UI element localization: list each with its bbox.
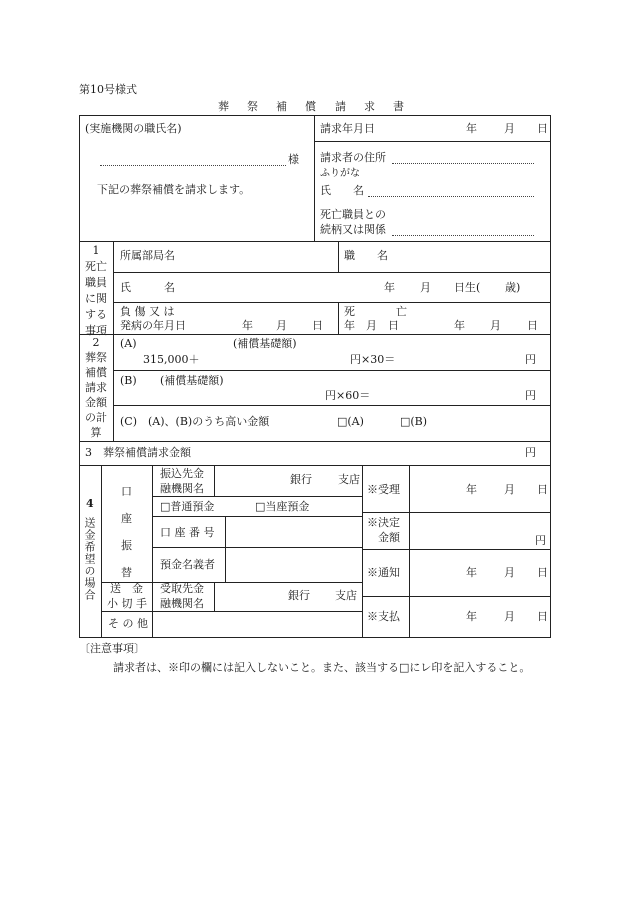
decided-label-2: 金額 <box>378 531 400 544</box>
death-label-2: 亡 <box>396 305 407 318</box>
claimant-name-label: 氏 名 <box>320 184 364 197</box>
form-number: 第10号様式 <box>79 83 137 96</box>
death-label-1: 死 <box>344 305 355 318</box>
receive-branch-text: 支店 <box>335 589 357 602</box>
remit-label-2: 小 切 手 <box>107 597 147 610</box>
request-text: 下記の葬祭補償を請求します。 <box>97 183 251 196</box>
remit-label-1: 送 金 <box>110 582 143 595</box>
branch-text: 支店 <box>338 473 360 486</box>
receive-label-2: 融機関名 <box>160 597 204 610</box>
address-field[interactable] <box>392 163 534 164</box>
notes-text: 請求者は、※印の欄には記入しないこと。また、該当する□にレ印を記入すること。 <box>113 661 531 674</box>
account-holder-label: 預金名義者 <box>160 558 215 571</box>
title-char: 書 <box>393 100 404 113</box>
form-page: 第10号様式 葬 祭 補 償 請 求 書 (実施機関の職氏名) 様 下記の葬祭補償を請求します。 請求年月日 年 月 日 請求者の住所 ふりがな 氏 名 死亡職員との 続柄又は関係 1 死亡 職員 に関 する 事項 所属部局名 職 名 氏 名 年 月 日生( 歳) 負 傷 又 は 発病の年月日 年 月 日 死 亡 年 月 日 年 月 日 2 葬祭 補償 請求 金額 の計 算 (A) (補償基礎額) 315,000＋ 円×30＝ 円 (B) (補償基礎額) 円×60＝ 円 (C) (A)、(B)のうち高い金額 □(A) □(B) 3 葬祭補償請求金額 円 4 送金希望の場合 口 座 振 替 振込先金 融機関名 銀行 支店 □普通預金 □当座預金 口 座 番 号 預金名義者 送 金 小 切 手 受取先金 融機関名 銀行 支店 そ の 他 ※受理 年 月 日 ※決定 金額 円 ※通知 年 月 日 ※支払 年 月 日 〔注意事項〕 請求者は、※印の欄には記入しないこと。また、該当する□にレ印を記入すること。 <box>0 0 630 903</box>
paid-label: ※支払 <box>367 610 400 623</box>
bank-label-1: 振込先金 <box>160 467 204 480</box>
calc-a-label: (A) <box>120 337 137 350</box>
section4-label: 送金希望の場合 <box>83 517 96 601</box>
death-ymd-label: 年 月 日 <box>344 319 399 332</box>
other-label: そ の 他 <box>108 617 148 630</box>
title-char: 請 <box>335 100 346 113</box>
title-char: 求 <box>364 100 375 113</box>
calc-b-formula: 円×60＝ <box>325 389 371 402</box>
receive-bank-text: 銀行 <box>288 589 310 602</box>
received-label: ※受理 <box>367 483 400 496</box>
check-b[interactable]: □(B) <box>400 415 428 428</box>
bank-label-2: 融機関名 <box>160 482 204 495</box>
address-label: 請求者の住所 <box>320 151 386 164</box>
org-label: (実施機関の職氏名) <box>85 122 182 135</box>
relation-label-1: 死亡職員との <box>320 208 386 221</box>
section4-number: 4 <box>86 497 94 510</box>
relation-label-2: 続柄又は関係 <box>320 223 386 236</box>
account-type-ordinary[interactable]: □普通預金 <box>160 500 215 513</box>
title-char: 葬 <box>218 100 229 113</box>
title-char: 祭 <box>247 100 258 113</box>
bank-text: 銀行 <box>290 473 312 486</box>
receive-label-1: 受取先金 <box>160 582 204 595</box>
org-name-field[interactable] <box>100 165 286 166</box>
notes-heading: 〔注意事項〕 <box>79 642 145 655</box>
section1-label: 1 死亡 職員 に関 する 事項 <box>85 244 107 337</box>
account-number-label: 口 座 番 号 <box>160 526 215 539</box>
calc-c-text: (C) (A)、(B)のうち高い金額 <box>120 415 270 428</box>
calc-a-formula: 円×30＝ <box>350 353 396 366</box>
transfer-label: 口 座 振 替 <box>121 485 132 579</box>
relation-field[interactable] <box>392 235 534 236</box>
request-date-label: 請求年月日 <box>320 122 375 135</box>
section3-label: 3 葬祭補償請求金額 <box>85 446 191 459</box>
position-label: 職 名 <box>344 249 388 262</box>
furigana-label: ふりがな <box>320 168 360 179</box>
check-a[interactable]: □(A) <box>337 415 364 428</box>
injury-label-1: 負 傷 又 は <box>120 305 175 318</box>
calc-a-amount: 315,000＋ <box>143 353 200 366</box>
calc-a-base-label: (補償基礎額) <box>233 337 297 350</box>
injury-label-2: 発病の年月日 <box>120 319 186 332</box>
account-type-current[interactable]: □当座預金 <box>255 500 310 513</box>
section2-label: 2 葬祭 補償 請求 金額 の計 算 <box>85 336 107 439</box>
title-char: 償 <box>305 100 316 113</box>
sama-label: 様 <box>288 153 299 166</box>
title-char: 補 <box>276 100 287 113</box>
decided-label-1: ※決定 <box>367 516 400 529</box>
calc-b-label: (B) <box>120 374 137 387</box>
claimant-name-field[interactable] <box>368 196 534 197</box>
deceased-name-label: 氏 名 <box>120 281 175 294</box>
calc-b-base-label: (補償基礎額) <box>160 374 224 387</box>
notified-label: ※通知 <box>367 566 400 579</box>
dept-label: 所属部局名 <box>120 249 175 262</box>
